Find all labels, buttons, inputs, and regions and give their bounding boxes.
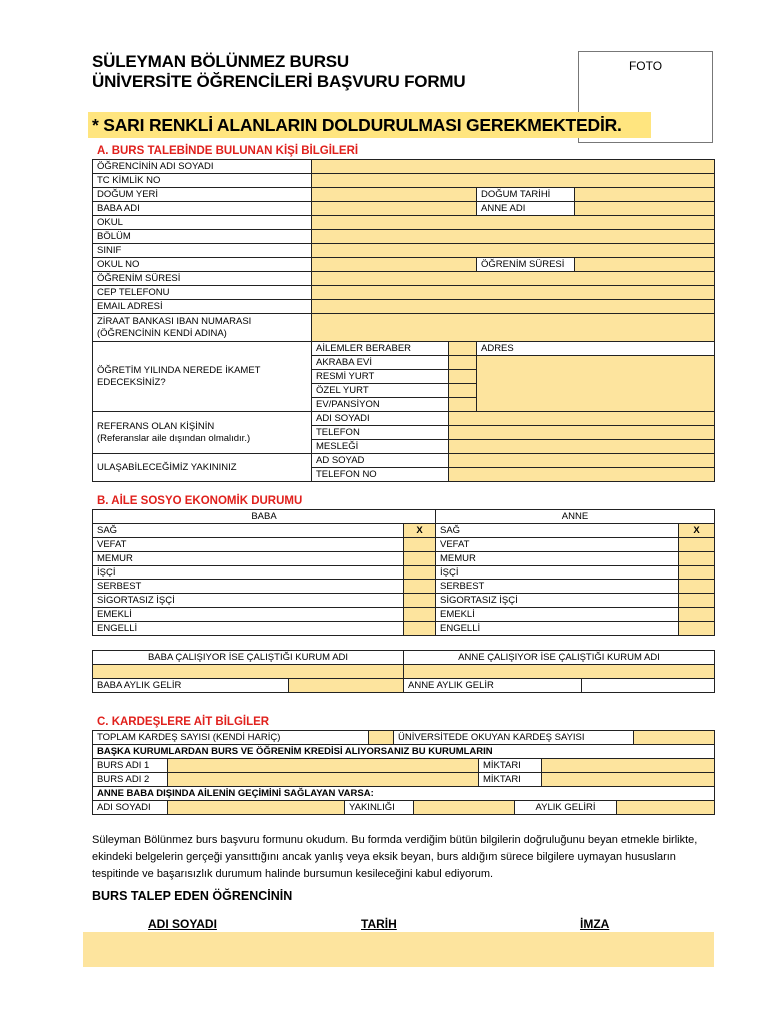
section-c-heading: C. KARDEŞLERE AİT BİLGİLER	[97, 716, 270, 728]
residence-option: RESMİ YURT	[311, 369, 449, 384]
form-label: OKUL	[92, 215, 312, 230]
form-label: ANNE AYLIK GELİR	[403, 678, 582, 693]
reference-label	[92, 411, 312, 454]
scholarship-amount-input[interactable]	[541, 772, 715, 787]
form-label: BABA AYLIK GELİR	[92, 678, 289, 693]
form-label: ÖĞRENCİNİN ADI SOYADI	[92, 159, 312, 174]
input-field[interactable]	[311, 257, 477, 272]
mother-status: İŞÇİ	[435, 565, 679, 580]
form-label: BABA ADI	[92, 201, 312, 216]
form-label: ÖĞRENİM SÜRESİ	[476, 257, 575, 272]
input-field[interactable]	[574, 201, 715, 216]
form-subtitle: ÜNİVERSİTE ÖĞRENCİLERİ BAŞVURU FORMU	[92, 72, 466, 91]
mother-status-checkbox[interactable]	[678, 537, 715, 552]
form-label: TOPLAM KARDEŞ SAYISI (KENDİ HARİÇ)	[92, 730, 369, 745]
support-label: ANNE BABA DIŞINDA AİLENİN GEÇİMİNİ SAĞLAYAN VARSA:	[92, 786, 715, 801]
scholarship-amount-input[interactable]	[541, 758, 715, 773]
supporter-income-input[interactable]	[616, 800, 715, 815]
form-label: BÖLÜM	[92, 229, 312, 244]
father-status-checkbox[interactable]	[403, 607, 436, 622]
form-label: ÜNİVERSİTEDE OKUYAN KARDEŞ SAYISI	[393, 730, 634, 745]
mother-status-checkbox[interactable]	[678, 551, 715, 566]
father-work-header: BABA ÇALIŞIYOR İSE ÇALIŞTIĞI KURUM ADI	[92, 650, 404, 665]
father-status: MEMUR	[92, 551, 404, 566]
mother-status: SAĞ	[435, 523, 679, 538]
residence-option: AKRABA EVİ	[311, 355, 449, 370]
input-field[interactable]	[311, 201, 477, 216]
input-field[interactable]	[574, 187, 715, 202]
relative-field-label: TELEFON NO	[311, 467, 449, 482]
input-field[interactable]	[311, 187, 477, 202]
input-field[interactable]	[311, 173, 715, 188]
father-status: ENGELLİ	[92, 621, 404, 636]
form-label: EMAIL ADRESİ	[92, 299, 312, 314]
reference-note: (Referanslar aile dışından olmalıdır.)	[97, 432, 251, 444]
input-field[interactable]	[311, 159, 715, 174]
relative-field-label: AD SOYAD	[311, 453, 449, 468]
father-status: EMEKLİ	[92, 607, 404, 622]
photo-label: FOTO	[628, 59, 663, 73]
father-status: SAĞ	[92, 523, 404, 538]
father-status: İŞÇİ	[92, 565, 404, 580]
reference-question: REFERANS OLAN KİŞİNİN	[97, 420, 215, 432]
relative-input[interactable]	[448, 467, 715, 482]
reference-field-label: TELEFON	[311, 425, 449, 440]
father-status-checkbox[interactable]	[403, 551, 436, 566]
mother-status-checkbox[interactable]	[678, 579, 715, 594]
residence-option: AİLEMLER BERABER	[311, 341, 449, 356]
input-field[interactable]	[311, 243, 715, 258]
mother-status: SİGORTASIZ İŞÇİ	[435, 593, 679, 608]
form-label: MİKTARI	[478, 758, 542, 773]
reference-input[interactable]	[448, 425, 715, 440]
residence-checkbox[interactable]	[448, 341, 477, 356]
reference-input[interactable]	[448, 439, 715, 454]
form-label: ANNE ADI	[476, 201, 575, 216]
form-label: BURS ADI 2	[92, 772, 168, 787]
signature-sign-label: İMZA	[580, 917, 610, 931]
sibling-count-input[interactable]	[368, 730, 394, 745]
father-status-checkbox[interactable]	[403, 579, 436, 594]
residence-checkbox[interactable]	[448, 369, 477, 384]
input-field[interactable]	[311, 299, 715, 314]
iban-input[interactable]	[311, 313, 715, 342]
father-status: SİGORTASIZ İŞÇİ	[92, 593, 404, 608]
father-income-input[interactable]	[288, 678, 404, 693]
father-status: SERBEST	[92, 579, 404, 594]
father-work-input[interactable]	[92, 664, 404, 679]
declaration-text: Süleyman Bölünmez burs başvuru formunu okudum. Bu formda verdiğim bütün bilgilerin doğruluğunu beyan etmekle birlikte, ekindeki belgelerin gerçeği yansıttığını ancak yanlış veya eksik beyan, burs aldığım sürece bilgilere uymayan hususların tespitinde ve başarısızlık durumum halinde bursumun kesileceğini kabul ediyorum.	[92, 834, 698, 880]
mother-status-checkbox[interactable]: X	[678, 523, 715, 538]
form-label: BURS ADI 1	[92, 758, 168, 773]
residence-option: ÖZEL YURT	[311, 383, 449, 398]
input-field[interactable]	[311, 229, 715, 244]
mother-status-checkbox[interactable]	[678, 565, 715, 580]
form-label: TC KİMLİK NO	[92, 173, 312, 188]
form-label: YAKINLIĞI	[344, 800, 414, 815]
other-scholarships-label: BAŞKA KURUMLARDAN BURS VE ÖĞRENİM KREDİSİ ALIYORSANIZ BU KURUMLARIN	[92, 744, 715, 759]
mother-status: MEMUR	[435, 551, 679, 566]
iban-label: ZİRAAT BANKASI IBAN NUMARASI (ÖĞRENCİNİN KENDİ ADINA)	[92, 313, 312, 342]
residence-option: EV/PANSİYON	[311, 397, 449, 412]
form-label: ADI SOYADI	[92, 800, 168, 815]
input-field[interactable]	[311, 215, 715, 230]
mother-status: ENGELLİ	[435, 621, 679, 636]
supporter-name-input[interactable]	[167, 800, 345, 815]
mother-status-checkbox[interactable]	[678, 593, 715, 608]
address-label: ADRES	[476, 341, 715, 356]
residence-question: ÖĞRETİM YILINDA NEREDE İKAMET EDECEKSİNİZ?	[92, 341, 312, 412]
signature-date-label: TARİH	[361, 917, 397, 931]
supporter-kinship-input[interactable]	[413, 800, 515, 815]
form-label: DOĞUM YERİ	[92, 187, 312, 202]
reference-field-label: MESLEĞİ	[311, 439, 449, 454]
form-label: SINIF	[92, 243, 312, 258]
relative-label: ULAŞABİLECEĞİMİZ YAKININIZ	[92, 453, 312, 482]
section-b-heading: B. AİLE SOSYO EKONOMİK DURUMU	[97, 495, 303, 507]
residence-checkbox[interactable]	[448, 397, 477, 412]
residence-checkbox[interactable]	[448, 383, 477, 398]
mother-income-input[interactable]	[581, 678, 715, 693]
mother-status: EMEKLİ	[435, 607, 679, 622]
signature-field[interactable]	[83, 932, 714, 967]
scholarship-name-input[interactable]	[167, 772, 479, 787]
input-field[interactable]	[311, 285, 715, 300]
father-status-checkbox[interactable]	[403, 593, 436, 608]
input-field[interactable]	[311, 271, 715, 286]
form-label: AYLIK GELİRİ	[514, 800, 617, 815]
form-title: SÜLEYMAN BÖLÜNMEZ BURSU	[92, 52, 350, 71]
father-status-checkbox[interactable]	[403, 621, 436, 636]
relative-input[interactable]	[448, 453, 715, 468]
form-label: OKUL NO	[92, 257, 312, 272]
reference-input[interactable]	[448, 411, 715, 426]
university-sibling-input[interactable]	[633, 730, 715, 745]
scholarship-name-input[interactable]	[167, 758, 479, 773]
mother-status-checkbox[interactable]	[678, 621, 715, 636]
mother-work-header: ANNE ÇALIŞIYOR İSE ÇALIŞTIĞI KURUM ADI	[403, 650, 715, 665]
input-field[interactable]	[574, 257, 715, 272]
reference-field-label: ADI SOYADI	[311, 411, 449, 426]
mother-status-checkbox[interactable]	[678, 607, 715, 622]
mother-work-input[interactable]	[403, 664, 715, 679]
form-label: DOĞUM TARİHİ	[476, 187, 575, 202]
father-header: BABA	[92, 509, 436, 524]
signature-heading: BURS TALEP EDEN ÖĞRENCİNİN	[92, 889, 293, 903]
mother-status: VEFAT	[435, 537, 679, 552]
residence-checkbox[interactable]	[448, 355, 477, 370]
form-label: MİKTARI	[478, 772, 542, 787]
required-notice: * SARI RENKLİ ALANLARIN DOLDURULMASI GEREKMEKTEDİR.	[88, 112, 651, 138]
father-status: VEFAT	[92, 537, 404, 552]
father-status-checkbox[interactable]: X	[403, 523, 436, 538]
signature-name-label: ADI SOYADI	[148, 917, 217, 931]
mother-status: SERBEST	[435, 579, 679, 594]
father-status-checkbox[interactable]	[403, 565, 436, 580]
father-status-checkbox[interactable]	[403, 537, 436, 552]
form-label: ÖĞRENİM SÜRESİ	[92, 271, 312, 286]
mother-header: ANNE	[435, 509, 715, 524]
section-a-heading: A. BURS TALEBİNDE BULUNAN KİŞİ BİLGİLERİ	[97, 145, 359, 157]
address-input[interactable]	[476, 355, 715, 412]
form-label: CEP TELEFONU	[92, 285, 312, 300]
